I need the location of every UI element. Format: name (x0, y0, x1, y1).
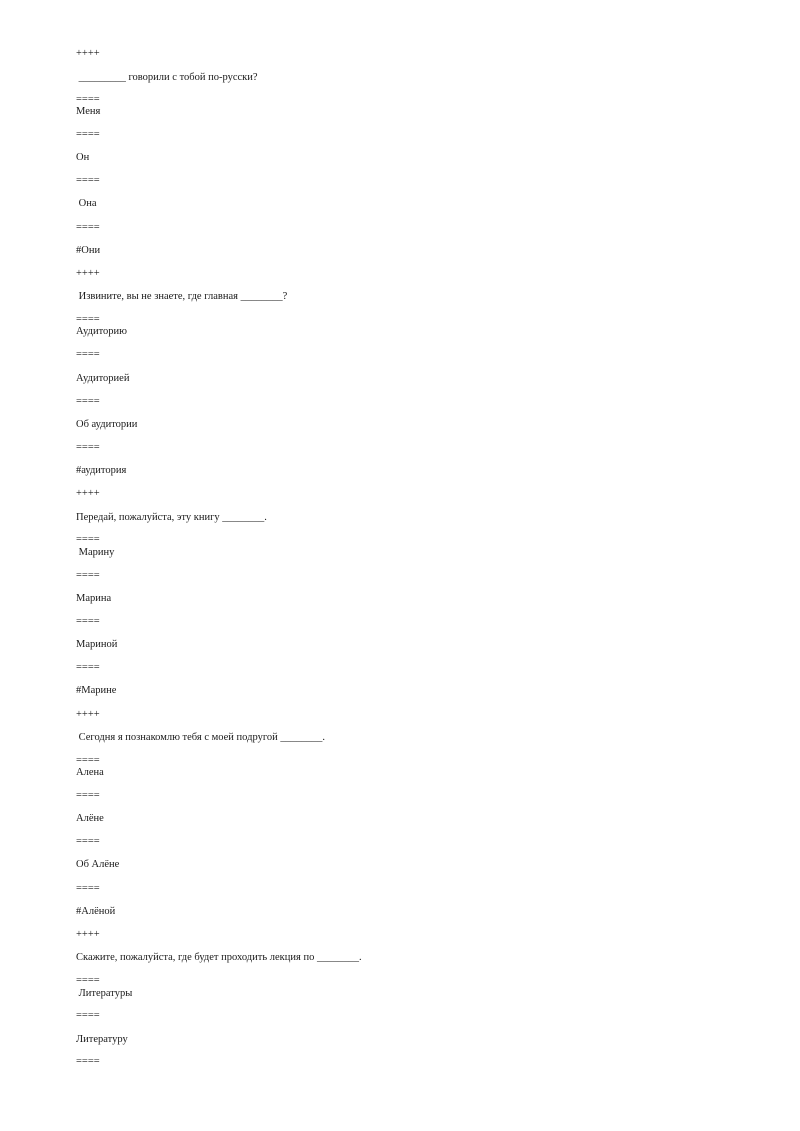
question-text: _________ говорили с тобой по-русски? (76, 72, 258, 83)
answer-option: Литературы (76, 988, 133, 999)
separator-equal: ==== (76, 442, 100, 453)
separator-equal: ==== (76, 662, 100, 673)
separator-plus: ++++ (76, 488, 100, 499)
separator-equal: ==== (76, 836, 100, 847)
answer-option: Мариной (76, 639, 118, 650)
answer-option: Литературу (76, 1034, 128, 1045)
answer-option: Алена (76, 767, 104, 778)
separator-equal: ==== (76, 534, 100, 545)
separator-equal: ==== (76, 129, 100, 140)
question-text: Извините, вы не знаете, где главная ________? (76, 291, 288, 302)
separator-equal: ==== (76, 222, 100, 233)
separator-plus: ++++ (76, 929, 100, 940)
separator-equal: ==== (76, 314, 100, 325)
answer-option: Марина (76, 593, 112, 604)
answer-option: Аудиторией (76, 373, 130, 384)
separator-equal: ==== (76, 349, 100, 360)
correct-answer: #аудитория (76, 465, 127, 476)
separator-equal: ==== (76, 175, 100, 186)
answer-option: Меня (76, 106, 101, 117)
separator-equal: ==== (76, 790, 100, 801)
separator-equal: ==== (76, 1056, 100, 1067)
answer-option: Она (76, 198, 97, 209)
separator-equal: ==== (76, 1010, 100, 1021)
correct-answer: #Алёной (76, 906, 116, 917)
separator-equal: ==== (76, 94, 100, 105)
separator-equal: ==== (76, 883, 100, 894)
separator-equal: ==== (76, 570, 100, 581)
answer-option: Аудиторию (76, 326, 128, 337)
separator-plus: ++++ (76, 709, 100, 720)
question-text: Сегодня я познакомлю тебя с моей подругой ________. (76, 732, 325, 743)
question-text: Скажите, пожалуйста, где будет проходить лекция по ________. (76, 952, 362, 963)
separator-plus: ++++ (76, 48, 100, 59)
separator-equal: ==== (76, 396, 100, 407)
answer-option: Он (76, 152, 90, 163)
answer-option: Об Алёне (76, 859, 120, 870)
answer-option: Об аудитории (76, 419, 138, 430)
correct-answer: #Они (76, 245, 101, 256)
separator-equal: ==== (76, 616, 100, 627)
answer-option: Марину (76, 547, 115, 558)
answer-option: Алёне (76, 813, 104, 824)
separator-plus: ++++ (76, 268, 100, 279)
separator-equal: ==== (76, 975, 100, 986)
separator-equal: ==== (76, 755, 100, 766)
question-text: Передай, пожалуйста, эту книгу ________. (76, 512, 267, 523)
correct-answer: #Марине (76, 685, 117, 696)
